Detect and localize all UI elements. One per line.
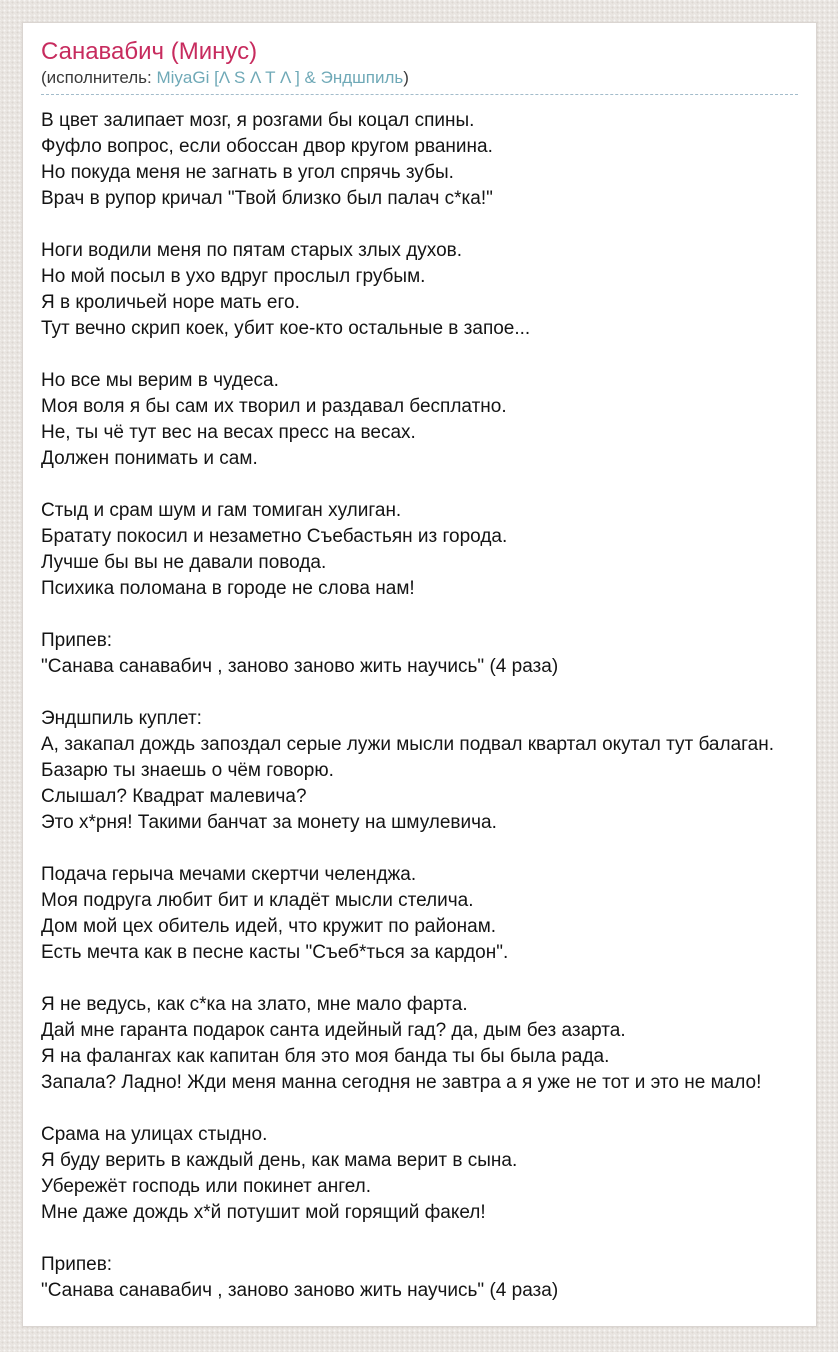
lyrics-line: Братату покосил и незаметно Съебастьян из города. xyxy=(41,526,508,547)
lyrics-line: Фуфло вопрос, если обоссан двор кругом рванина. xyxy=(41,136,493,157)
artist-link[interactable]: MiyaGi [Λ S Λ T Λ ] & Эндшпиль xyxy=(156,68,404,87)
page-title: Санавабич (Минус) xyxy=(41,38,258,65)
lyrics-stanza xyxy=(41,706,798,836)
lyrics-line: Должен понимать и сам. xyxy=(41,448,258,469)
lyrics-line: Не, ты чё тут вес на весах пресс на весах. xyxy=(41,422,416,443)
lyrics-line: А, закапал дождь запоздал серые лужи мысли подвал квартал окутал тут балаган. xyxy=(41,734,775,755)
lyrics-line: Слышал? Квадрат малевича? xyxy=(41,786,307,807)
lyrics-line: Есть мечта как в песне касты "Съеб*ться за кардон". xyxy=(41,942,509,963)
lyrics-line: Мне даже дождь х*й потушит мой горящий факел! xyxy=(41,1202,486,1223)
lyrics-line: Я в кроличьей норе мать его. xyxy=(41,292,300,313)
lyrics-line: Дай мне гаранта подарок санта идейный гад? да, дым без азарта. xyxy=(41,1020,626,1041)
lyrics-line: Убережёт господь или покинет ангел. xyxy=(41,1176,372,1197)
lyrics-line: "Санава санавабич , заново заново жить научись" (4 раза) xyxy=(41,1280,559,1301)
lyrics-stanza xyxy=(41,368,798,472)
lyrics-line: Моя воля я бы сам их творил и раздавал бесплатно. xyxy=(41,396,507,417)
lyrics-line: Дом мой цех обитель идей, что кружит по районам. xyxy=(41,916,497,937)
lyrics-line: Срама на улицах стыдно. xyxy=(41,1124,268,1145)
lyrics-line: Врач в рупор кричал "Твой близко был палач с*ка!" xyxy=(41,188,493,209)
lyrics-line: Но мой посыл в ухо вдруг прослыл грубым. xyxy=(41,266,426,287)
lyrics-line: Но все мы верим в чудеса. xyxy=(41,370,279,391)
lyrics-line: Я буду верить в каждый день, как мама верит в сына. xyxy=(41,1150,518,1171)
lyrics-line: Подача герыча мечами скертчи челенджа. xyxy=(41,864,417,885)
lyrics-line: Тут вечно скрип коек, убит кое-кто остальные в запое... xyxy=(41,318,531,339)
lyrics-stanza xyxy=(41,992,798,1096)
lyrics-line: "Санава санавабич , заново заново жить научись" (4 раза) xyxy=(41,656,559,677)
lyrics-line: Базарю ты знаешь о чём говорю. xyxy=(41,760,334,781)
lyrics-line: Моя подруга любит бит и кладёт мысли стелича. xyxy=(41,890,474,911)
lyrics-stanza xyxy=(41,108,798,212)
lyrics-line: В цвет залипает мозг, я розгами бы коцал спины. xyxy=(41,110,475,131)
lyrics-line: Запала? Ладно! Жди меня манна сегодня не завтра а я уже не тот и это не мало! xyxy=(41,1072,762,1093)
artist-prefix-label: (исполнитель: xyxy=(41,68,157,87)
lyrics xyxy=(41,108,798,1304)
lyrics-line: Это х*рня! Такими банчат за монету на шмулевича. xyxy=(41,812,497,833)
lyrics-line: Психика поломана в городе не слова нам! xyxy=(41,578,415,599)
artist-line xyxy=(41,67,798,95)
lyrics-line: Я не ведусь, как с*ка на злато, мне мало фарта. xyxy=(41,994,468,1015)
lyrics-line: Но покуда меня не загнать в угол спрячь зубы. xyxy=(41,162,454,183)
lyrics-line: Ноги водили меня по пятам старых злых духов. xyxy=(41,240,463,261)
lyrics-stanza xyxy=(41,628,798,680)
lyrics-stanza xyxy=(41,498,798,602)
lyrics-line: Лучше бы вы не давали повода. xyxy=(41,552,327,573)
artist-suffix-label: ) xyxy=(403,68,409,87)
lyrics-card xyxy=(22,22,817,1327)
lyrics-line: Эндшпиль куплет: xyxy=(41,708,202,729)
lyrics-line: Припев: xyxy=(41,630,113,651)
lyrics-stanza xyxy=(41,1252,798,1304)
lyrics-stanza xyxy=(41,862,798,966)
lyrics-line: Я на фалангах как капитан бля это моя банда ты бы была рада. xyxy=(41,1046,610,1067)
lyrics-line: Стыд и срам шум и гам томиган хулиган. xyxy=(41,500,402,521)
lyrics-stanza xyxy=(41,1122,798,1226)
lyrics-line: Припев: xyxy=(41,1254,113,1275)
lyrics-stanza xyxy=(41,238,798,342)
